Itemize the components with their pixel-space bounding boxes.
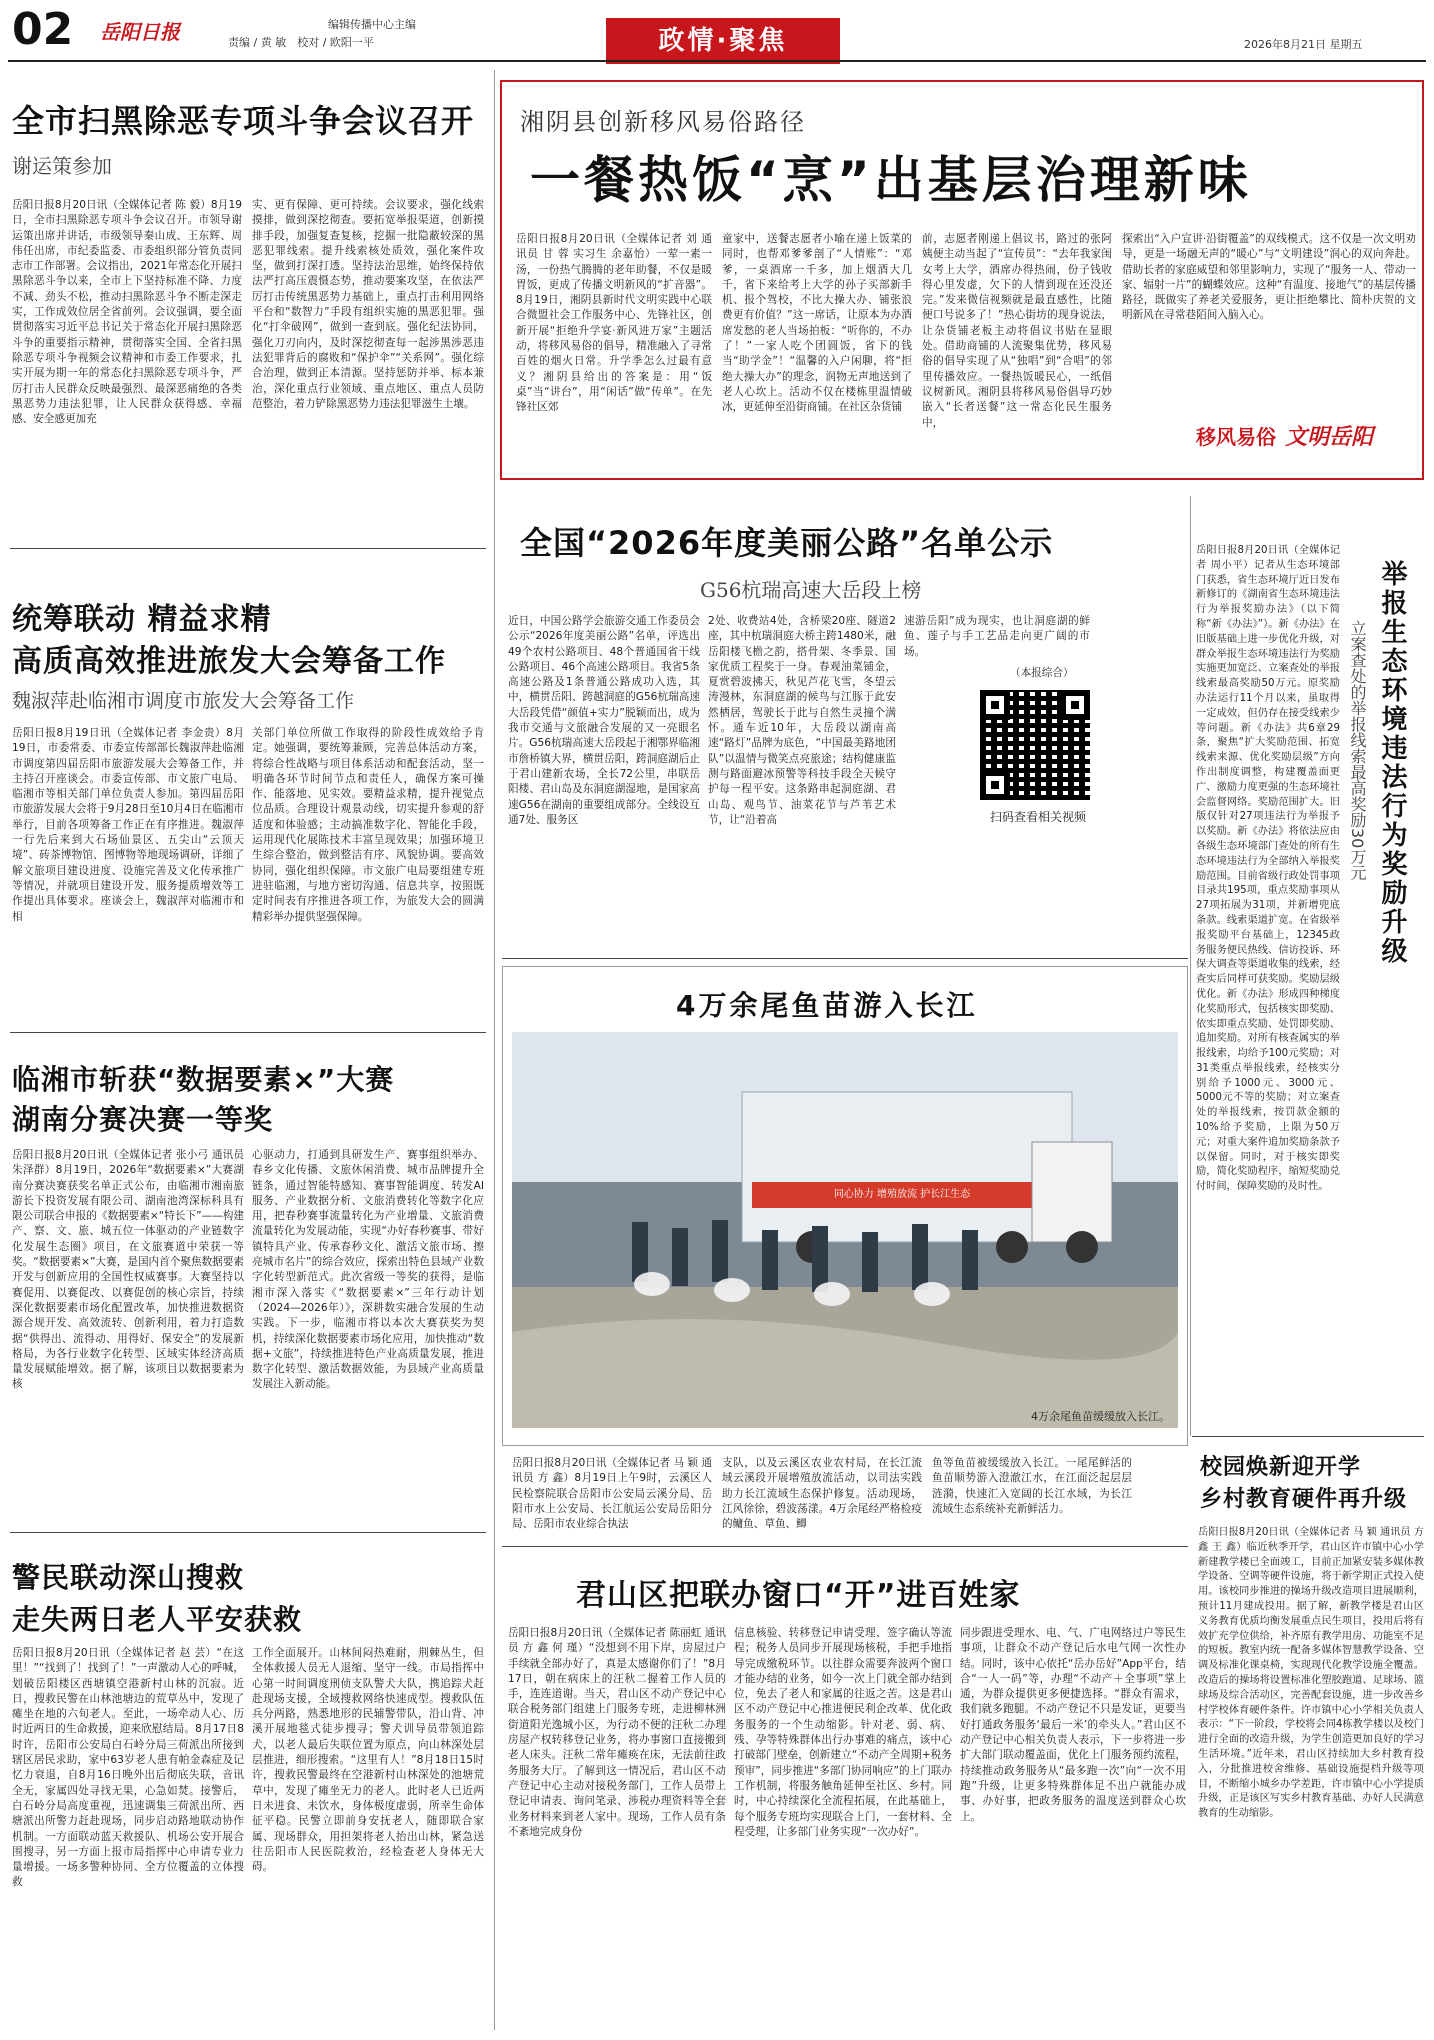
qr-finder (1060, 690, 1090, 720)
article-title-line1: 临湘市斩获“数据要素×”大赛 (12, 1063, 395, 1096)
article-body-col: 岳阳日报8月19日讯（全媒体记者 李金贵）8月19日，市委常委、市委宣传部部长魏淑萍赴临湘市调度第四届岳阳市旅游发展大会筹备工作，并主持召开座谈会。市委宣传部、市文旅广电局、临湘市等相关部门单位负责人参加。第四届岳阳市旅游发展大会将于9月28日至10月4日在临湘市举行，目前各项筹备工作正在有序推进。魏淑萍一行先后来到大石场仙景区、五尖山“云顶天境”、砖茶博物馆、图博物等地现场调研，详细了解文旅项目建设进度、设施完善及文化传承推广等情况，并就项目建设开发、服务提质增效等工作提出具体要求。座谈会上，魏淑萍对临湘市和相 (12, 727, 244, 923)
article-body-col: 速游岳阳”成为现实，也让洞庭湖的鲜鱼、莲子与手工艺品走向更广阔的市场。 (904, 615, 1090, 658)
header-rule (8, 60, 1426, 62)
article-title-line2: 乡村教育硬件再升级 (1200, 1487, 1408, 1512)
divider (10, 1032, 486, 1033)
section-banner: 政情·聚焦 (606, 18, 840, 64)
article-body-col: 岳阳日报8月20日讯（全媒体记者 周小平）记者从生态环境部门获悉，省生态环境厅近日发布新修订的《湖南省生态环境违法行为举报奖励办法》（以下简称“新《办法》”）。新《办法》在旧版基础上进一步优化升级，对群众举报生态环境违法行为奖励实施更加宽泛、立案查处的举报线索最高奖励50万元。原奖励办法运行11个月以来，虽取得一定成效，但仍存在接受线索少等问题。新《办法》共6章29条，聚焦“扩大奖励范围、拓宽线索来源、优化奖励层级”方向作出制度调整，构建覆盖面更广、激励力度更强的生态环境社会监督网络。奖励范围扩大。旧版仅针对27项违法行为举报予以奖励。新《办法》将依法应由各级生态环境部门查处的所有生态环境违法行为全部纳入举报奖励范围。目前省级行政处罚事项目录共195项，重点奖励事项从27项拓展为31项，并新增兜底条款。线索渠道扩宽。在省级举报奖励平台基础上，12345政务服务便民热线、信访投诉、环保大调查等渠道收集的线索，经查实后同样可获奖励。奖励层级优化。新《办法》形成四种梯度化奖励形式，包括核实即奖励、依实即重点奖励、处罚即奖励、追加奖励。对所有核查属实的举报线索，均给予100元奖励；对31类重点举报线索，经核实分别给予1000元、3000元、5000元不等的奖励；对立案查处的举报线索，按罚款金额的10%给予奖励，上限为50万元；对重大案件追加奖励条款予以保留。同时，对于核实即奖励，简化奖励程序，缩短奖励兑付时间，保障奖励的及时性。 (1196, 545, 1340, 1193)
article-title: 一餐热饭“烹”出基层治理新味 (530, 151, 1252, 209)
photo-scene (512, 1032, 1178, 1428)
article-body-col: 鱼等鱼苗被缓缓放入长江。一尾尾鲜活的鱼苗顺势游入澄澈江水，在江面泛起层层涟漪，快速汇入宽阔的长江水域，为长江流域生态系统补充新鲜活力。 (932, 1457, 1132, 1515)
article-body-col: 探索出“入户宣讲·沿街覆盖”的双线模式。这不仅是一次文明劝导，更是一场融无声的“暖心”与“文明建设”润心的双向奔赴。借助长者的家庭威望和邻里影响力，实现了“服务一人、带动一家、辐射一片”的蝴蝶效应。这种“有温度、接地气”的基层传播路径，既做实了养老关爱服务，更让拒绝攀比、简朴庆贺的文明新风在寻常巷陌间入脑入心。 (1122, 233, 1416, 322)
article-body-col: 关部门单位所做工作取得的阶段性成效给予肯定。她强调，要统筹兼顾，完善总体活动方案，将综合性战略与项目体系活动和配套活动，坚一明确各环节时间节点和责任人，确保方案可操作、能落地、见实效。要精益求精，提升视觉点位品质。合理设计观景动线，切实提升参观的舒适度和体验感；主动搞准数字化、智能化手段，运用现代化展陈技术丰富呈现效果；加强环境卫生综合整治，做到整洁有序、风貌协调。要高效协同，强化组织保障。市文旅广电局要组建专班进驻临湘，与地方密切沟通、信息共享，按照既定时间表有序推进各项工作，为旅发大会的圆满精彩举办提供坚强保障。 (252, 727, 484, 923)
qr-finder (980, 770, 1010, 800)
qr-caption: 扫码查看相关视频 (989, 810, 1086, 824)
logo-text: 移风易俗 (1196, 425, 1276, 449)
article-body-col: 近日，中国公路学会旅游交通工作委员会公示“2026年度美丽公路”名单，评选出49个农村公路项目、48个普通国省干线公路项目、46个高速公路项目。我省5条高速公路及1条普通公路成功入选，其中，横贯岳阳、跨越洞庭的G56杭瑞高速大岳段凭借“颜值+实力”脱颖而出，成为我市交通与文旅融合发展的又一亮眼名片。G56杭瑞高速大岳段起于湘鄂界临湘市詹桥镇大界，横贯岳阳，跨洞庭湖后止于君山建新农场，全长72公里，串联岳阳楼、君山岛及东洞庭湖湿地，是国家高速G56在湖南的重要组成部分。全线设互通7处、服务区 (508, 615, 700, 826)
page-header (8, 4, 1426, 60)
article-subtitle: 立案查处的举报线索最高奖励30万元 (1348, 620, 1367, 881)
article-body-col: 岳阳日报8月20日讯（全媒体记者 赵 芸）“在这里！”“找到了！找到了！”一声激动人心的呼喊，划破岳阳楼区西塘镇空港新村山林的沉寂。近日，搜救民警在山林池塘边的荒草丛中，发现了瘫坐在地的六旬老人。至此，一场牵动人心、历时近两日的生命救援，迎来欣慰结局。8月17日8时许，岳阳市公安局白石岭分局三荷派出所接到辖区居民求助，家中63岁老人患有帕金森症及记忆力衰退，自8月16日晚外出后彻底失联，音讯全无，家属四处寻找无果，心急如焚。接警后，白石岭分局高度重视，迅速调集三荷派出所、西塘派出所警力赶赴现场，同步启动路地联动协作机制。一方面联动蓝天救援队、机场公安开展合围搜寻，另一方面上报市局指挥中心申请专业力量增援。一场多警种协同、全方位覆盖的立体搜救 (12, 1647, 244, 1889)
article-body-col: 岳阳日报8月20日讯（全媒体记者 陈 毅）8月19日，全市扫黑除恶专项斗争会议召开。市领导谢运策出席并讲话，市级领导秦山成、王东辉、周伟任出席，市纪委监委、市委组织部分管负责同志市工作部署。会议指出，2021年常态化开展扫黑除恶斗争以来，全市上下坚持标准不降、力度不减、劲头不松，推动扫黑除恶斗争不断走深走实，工作成效位居全省前列。会议强调，要全面贯彻落实习近平总书记关于常态化开展扫黑除恶斗争的重要指示精神，贯彻落实全国、全省扫黑除恶专项斗争视频会议精神和市委工作要求，扎实开展为期一年的常态化扫黑除恶专项斗争，严厉打击人民群众反映最强烈、最深恶痛绝的各类黑恶势力违法犯罪，让人民群众获得感、幸福感、安全感更加充 (12, 199, 242, 426)
article-body-col: 心驱动力，打通到具研发生产、赛事组织举办、春乡文化传播、文旅休闲消费、城市品牌提升全链条，通过智能特感知、赛事智能调度、转发AI服务、产业数据分析、文旅消费转化等数字化应用，把春秒赛事流量转化为产业增量、文旅消费流量转化为发展动能，实现“办好春秒赛事、带好镇特具产业、传承春秒文化、激活文旅市场、擦亮城市名片”的综合效应，探索出特色县域产业数字化转型新范式。此次省级一等奖的获得，是临湘市深入落实《“数据要素×”三年行动计划（2024—2026年）》，深耕数实融合发展的生动实践。下一步，临湘市将以本次大赛获奖为契机，持续深化数据要素市场化应用，加快推动“数据+文旅”，持续推进特色产业高质量发展，推进数字化转型、激活数据效能，为县域产业高质量发展注入新动能。 (252, 1149, 484, 1391)
article-body-col: 支队，以及云溪区农业农村局，在长江流域云溪段开展增殖放流活动，以司法实践助力长江流域生态保护修复。活动现场，江风徐徐，碧波荡漾。4万余尾经严格检疫的鳙鱼、草鱼、鲫 (722, 1457, 922, 1531)
divider (1192, 1436, 1424, 1437)
issue-date: 2026年8月21日 星期五 (1244, 38, 1363, 51)
article-subtitle: 谢运策参加 (12, 154, 112, 178)
article-title: 全国“2026年度美丽公路”名单公示 (520, 524, 1054, 562)
qr-finder (980, 690, 1010, 720)
divider (1190, 496, 1191, 1436)
campaign-logo (1196, 420, 1418, 460)
divider (10, 1532, 486, 1533)
divider (502, 1546, 1188, 1547)
divider (502, 958, 1188, 959)
article-title-line1: 校园焕新迎开学 (1200, 1455, 1362, 1480)
article-kicker: 湘阴县创新移风易俗路径 (520, 108, 806, 136)
article-body-col: 信息核验、转移登记申请受理、签字确认等流程；税务人员同步开展现场核税，手把手地指导完成缴税环节。以往群众需要奔波两个窗口才能办结的业务，如今一次上门就全部办结到位，免去了老人和家属的往返之苦。这是君山区不动产登记中心推进便民利企改革、优化政务服务的一个生动缩影。针对老、弱、病、残、孕等特殊群体出行办事难的痛点，该中心打破部门壁垒，创新建立“不动产全周期+税务预审”，同步推进“多部门协同响应”的上门联办工作机制，将服务触角延伸至社区、乡村。同时，中心持续深化全流程拓展，在此基础上，每个服务专班均实现联合上门，一套材料、全程受理，让多部门业务实现“一次办好”。 (734, 1627, 952, 1838)
logo-script: 文明岳阳 (1285, 424, 1374, 450)
article-body-col: 童家中，送餐志愿者小喻在递上饭菜的同时，也帮邓爹爹剖了“人情账”：“邓爹，一桌酒席一千多，加上烟酒大几千，省下来给考上大学的孙子买部新手机、报个驾校，不比大操大办、铺张浪费更有价值？”这一席话，让原本为办酒席发愁的老人当场拍板：“听你的，不办了！”一家人吃个团圆饭，省下的钱当“助学金”！“温馨的入户闲聊，将“拒绝大操大办”的理念，润物无声地送到了老人心坎上。活动不仅在楼栋里温情破冰，更延伸至沿街商铺。在社区杂货铺 (722, 233, 912, 414)
article-title: 4万余尾鱼苗游入长江 (676, 989, 978, 1022)
news-photo (512, 1032, 1178, 1428)
article-body-col: 岳阳日报8月20日讯（全媒体记者 马 颖 通讯员 方 鑫）8月19日上午9时，云溪区人民检察院联合岳阳市公安局云溪分局、岳阳市水上公安局、长江航运公安局岳阳分局、岳阳市农业综合执法 (512, 1457, 712, 1531)
article-title: 全市扫黑除恶专项斗争会议召开 (12, 102, 475, 140)
article-body-col: 岳阳日报8月20日讯（全媒体记者 陈丽虹 通讯员 方 鑫 何 瑾）“没想到不用下岸，房屋过户手续就全部办好了，真是太感谢你们了！”8月17日，朝在病床上的汪秋二握着工作人员的手，连连道谢。当天，君山区不动产登记中心联合税务部门组建上门服务专班，走进柳林洲街道阳光逸城小区，为行动不便的汪秋二办理房屋产权转移登记业务，将办事窗口直接搬到老人床头。汪秋二常年瘫痪在床，无法前往政务服务大厅。了解到这一情况后，君山区不动产登记中心主动对接税务部门，工作人员带上登记申请表、询问笔录、涉税办理资料等全套业务材料来到老人家中。现场，工作人员有条不紊地完成身份 (508, 1627, 726, 1838)
article-title-line2: 高质高效推进旅发大会筹备工作 (12, 644, 446, 679)
article-title-line2: 湖南分赛决赛一等奖 (12, 1103, 274, 1136)
divider (10, 548, 486, 549)
article-source: （本报综合） (1010, 667, 1074, 679)
article-title-line1: 统筹联动 精益求精 (12, 602, 272, 637)
article-title-line1: 警民联动深山搜救 (12, 1561, 245, 1594)
article-title-line2: 走失两日老人平安获救 (12, 1603, 303, 1636)
divider (494, 70, 495, 2030)
article-subtitle: 魏淑萍赴临湘市调度市旅发大会筹备工作 (12, 690, 355, 712)
article-body-col: 岳阳日报8月20日讯（全媒体记者 刘 通讯员 甘 蓉 实习生 余嘉怡）一荤一素一汤，一份热气腾腾的老年助餐，不仅是暖胃饭，更成了传播文明新风的“扩音器”。8月19日，湘阴县新时代文明实践中心联合微盟社会工作服务中心、先锋社区，创新开展“拒绝升学宴·新风进万家”主题活动，将移风易俗的倡导，精准融入了寻常百姓的烟火日常。升学季怎么过最有意义？湘阴县给出的答案是：用“饭桌”当“讲台”，用“闲话”做“传单”。在先锋社区郊 (516, 233, 712, 414)
article-body-col: 实、更有保障、更可持续。会议要求，强化线索摸排，做到深挖彻查。要拓宽举报渠道，创新摸排手段，加强复查复核，挖掘一批隐蔽较深的黑恶犯罪线索。提升线索核处质效，强化案件攻坚，做到打深打透。坚持法治思维，始终保持依法严打高压震慑态势，推动要案攻坚，在依法严厉打击传统黑恶势力基础上，重点打击利用网络平台和“数智力”手段有组织实施的黑恶犯罪。强化“打伞破网”，做到一查到底。强化纪法协同，强化刀刃向内，及时深挖彻查每一起涉黑涉恶违法犯罪背后的腐败和“保护伞”“关系网”。强化综合治理，做到正本清源。坚持惩防并举、标本兼治，深化重点行业领域、重点地区、重点人员防范整治，着力铲除黑恶势力违法犯罪滋生土壤。 (252, 199, 484, 410)
article-title: 举报生态环境违法行为奖励升级 (1377, 560, 1407, 966)
photo-caption: 4万余尾鱼苗缓缓放入长江。 (1031, 1410, 1170, 1423)
paper-logo: 岳阳日报 (100, 20, 180, 44)
article-body-col: 岳阳日报8月20日讯（全媒体记者 马 颖 通讯员 方 鑫 王 鑫）临近秋季开学，君山区许市镇中心小学新建教学楼已全面竣工，目前正加紧安装多媒体教学设备、空调等硬件设施，将于新学期正式投入使用。该校同步推进的操场升级改造项目进展顺利，预计11月建成投用。据了解，新教学楼是君山区义务教育优质均衡发展重点民生项目，投用后将有效扩充学位供给，补齐原有教学用房、功能室不足的短板。教室内统一配备多媒体智慧教学设备、空调及标准化课桌椅，实现现代化教学设施全覆盖。改造后的操场将设置标准化塑胶跑道、足球场、篮球场及综合活动区，完善配套设施，进一步改善乡村学校体育硬件条件。许市镇中心小学相关负责人表示：“下一阶段，学校将会同4栋教学楼以及校门进行全面的改造升级，为学生创造更加良好的学习生活环境。”近年来，君山区持续加大乡村教育投入，分批推进校舍维修、基础设施提档升级等项目，不断缩小城乡办学差距，许市镇中心小学提质升级，正是该区写实乡村教育基础、办好人民满意教育的生动缩影。 (1198, 1527, 1424, 1820)
truck-banner: 同心协力 增殖放流 护长江生态 (833, 1189, 971, 1200)
article-body-col: 2处、收费站4处，含桥梁20座、隧道2座，其中杭瑞洞庭大桥主跨1480米，融岳阳楼飞檐之韵，搭骨架、冬季景、国家优质工程奖于一身。春观油菜铺金，夏赏碧波拂天，秋见芦花飞雪，冬望云涛漫林，东洞庭湖的候鸟与江豚于此安然栖居，驾驶长于此与自然生灵撞个满怀。通车近10年，大岳段以湖南高速“路灯”品牌为底色，“中国最美路地团队”以温情与微笑点亮旅途；结构健康监测与路面避冰预警等科技手段全天候守护每一程平安。这条路串起洞庭湖、君山岛、观鸟节、油菜花节与芦苇艺术节，让“沿着高 (708, 615, 896, 826)
qr-code (980, 690, 1090, 800)
credit-line-1: 编辑传播中心主编 (328, 18, 416, 31)
article-title: 君山区把联办窗口“开”进百姓家 (576, 1578, 1021, 1613)
article-subtitle: G56杭瑞高速大岳段上榜 (700, 578, 922, 602)
article-body-col: 工作全面展开。山林间闷热难耐，荆棘丛生，但全体救援人员无人退缩、坚守一线。市局指挥中心第一时间调度刑侦支队警犬大队，携追踪犬赶赴现场支援，全域搜救网络快速成型。搜救队伍兵分两路，熟悉地形的民辅警带队，沿山背、冲溪开展地毯式徒步搜寻；警犬训导员带领追踪犬，以老人最后失联位置为原点，向山林深处层层推进，细形搜索。“这里有人！”8月18日15时许，搜救民警最终在空港新村山林深处的池塘荒草中，发现了瘫坐无力的老人。此时老人已近两日未进食、未饮水，身体极度虚弱，所幸生命体征平稳。民警立即前身安抚老人，随即联合家属、现场群众，用担架将老人抬出山林，紧急送往岳阳市人民医院救治，经检查老人身体无大碍。 (252, 1647, 484, 1874)
article-body-col: 前，志愿者刚递上倡议书，路过的张阿姨便主动当起了“宣传员”：“去年我家闺女考上大学，酒席办得热闹，份子钱收得心里发虚，欠下的人情到现在还没还完。”发来微信视频就是最直感性，比随便口号说多了！”热心街坊的现身说法，让杂货铺老板主动将倡议书贴在显眼处。借助商铺的人流聚集优势，移风易俗的倡导实现了从“独唱”到“合唱”的邻里传播效应。一餐热饭暖民心，一纸倡议树新风。湘阴县将移风易俗倡导巧妙嵌入“长者送餐”这一常态化民生服务中， (922, 233, 1112, 429)
credit-line-2: 责编 / 黄 敏 校对 / 欧阳一平 (228, 36, 374, 49)
article-body-col: 岳阳日报8月20日讯（全媒体记者 张小弓 通讯员 朱泽群）8月19日，2026年“数据要素×”大赛湖南分赛决赛获奖名单正式公布，由临湘市湘南旅游长下投资发展有限公司、湖南池湾深标科具有限公司联合申报的《数据要素×“特长下”——构建产、察、文、旅、城五位一体驱动的产业链数字化发展生态圈》项目，在文旅赛道中荣获一等奖。“数据要素×”大赛，是国内首个聚焦数据要素开发与创新应用的全国性权威赛事。大赛坚持以赛促用、以赛促改、以赛促创的核心宗旨，持续深化数据要素市场化配置改革，加快推进数据资源合规开发、高效流转、创新利用，着力打造数据“供得出、流得动、用得好、保安全”的发展新格局，为各行业数字化转型、区域实体经济高质量发展赋能增效。据了解，该项目以数据要素为核 (12, 1149, 244, 1391)
article-body-col: 同步跟进受理水、电、气、广电网络过户等民生事项，让群众不动产登记后水电气网一次性办结。同时，该中心依托“岳办岳好”App平台，结合“一人一码”等，办理“不动产＋全事项”掌上通，为群众提供更多便捷选择。“群众有需求，我们就多跑腿。不动产登记不只是发证，更要当好打通政务服务‘最后一米’的牵头人。”君山区不动产登记中心相关负责人表示，下一步将进一步扩大部门联动覆盖面，优化上门服务预约流程，持续推动政务服务从“最多跑一次”向“一次不用跑”升级，让更多特殊群体足不出户就能办成事、办好事，把政务服务的温度送到群众心坎上。 (960, 1627, 1186, 1823)
page-number: 02 (12, 4, 74, 55)
